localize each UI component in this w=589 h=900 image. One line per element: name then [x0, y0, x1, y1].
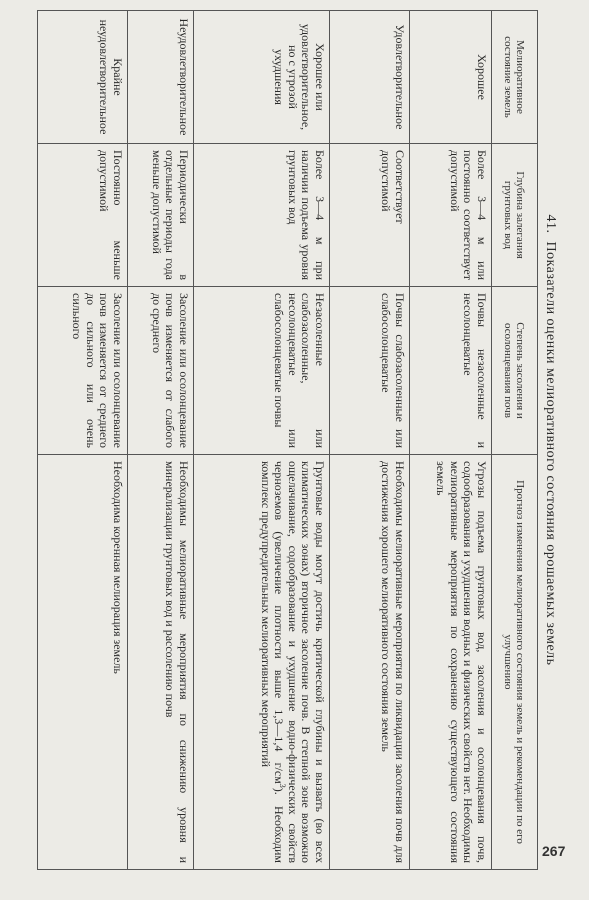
table-row — [38, 11, 128, 870]
cell-depth: Более 3—4 м или постоянно соответствует допустимой — [410, 144, 492, 287]
cell-salinity: Засоление или осолонцевание почв изменяется от слабого до среднего — [128, 287, 194, 455]
cell-forecast-text-end: ). Необходим комплекс предупредительных мелиоративных мероприятий — [259, 461, 287, 863]
cell-depth: Более 3—4 м при наличии подъема уровня грунтовых вод — [194, 144, 330, 287]
header-forecast-recommendations: Прогноз изменения мелиоративного состояния земель и рекомендации по его улучшению — [492, 455, 538, 870]
cell-salinity: Почвы слабозасоленные или слабосолонцеватые — [330, 287, 410, 455]
cell-salinity: Незасоленные или слабозасоленные, несолонцеватые или слабосолонцеватые почвы — [194, 287, 330, 455]
header-salinity-degree: Степень засоления и осолонцевания почв — [492, 287, 538, 455]
cell-depth: Периодически в отдельные периоды года меньше допустимой — [128, 144, 194, 287]
cell-forecast-text: Грунтовые воды могут достичь критической глубины и вызвать (во всех климатических зонах) вторичное засоление почв. В степной зоне возможно ощелачивание, содообразование и ухудшение водно-физических свойств черноземов (увеличение плотности выше 1,3—1,4 г/см — [272, 461, 327, 863]
cell-state: Крайне неудовлетворительное — [38, 11, 128, 144]
cell-forecast: Угрозы подъема грунтовых вод, засоления и осолонцевания почв, содообразования и ухудшения водных и физических свойств нет. Необходимы мелиоративные мероприятия по сохранению существующего состояния земель — [410, 455, 492, 870]
table-row — [410, 11, 492, 870]
table-row — [194, 11, 330, 870]
melioration-assessment-table — [37, 10, 538, 870]
table-header-row — [492, 11, 538, 870]
cell-forecast: Необходимы мелиоративные мероприятия по снижению уровня и минерализации грунтовых вод и рассолению почв — [128, 455, 194, 870]
table-title-text: Показатели оценки мелиоративного состояния орошаемых земель — [543, 241, 558, 666]
cell-forecast: Необходимы мелиоративные мероприятия по ликвидации засоления почв для достижения хорошего мелиоративного состояния земель — [330, 455, 410, 870]
header-groundwater-depth: Глубина залегания грунтовых вод — [492, 144, 538, 287]
table-row — [128, 11, 194, 870]
cell-depth: Соответствует допустимой — [330, 144, 410, 287]
cell-depth: Постоянно меньше допустимой — [38, 144, 128, 287]
cell-forecast — [194, 455, 330, 870]
cell-salinity: Засоление или осолонцевание почв изменяется от среднего до сильного или очень сильного — [38, 287, 128, 455]
rotated-page-content — [17, 0, 562, 880]
table-title — [542, 0, 558, 880]
table-row — [330, 11, 410, 870]
superscript-exponent: 3 — [278, 783, 288, 788]
page-number: 267 — [542, 843, 566, 859]
table-number: 41. — [543, 214, 558, 234]
cell-salinity: Почвы незасоленные и несолонцеватые — [410, 287, 492, 455]
cell-state: Удовлетворительное — [330, 11, 410, 144]
cell-state: Хорошее или удовлетворительное, но с угрозой ухудшения — [194, 11, 330, 144]
cell-state: Хорошее — [410, 11, 492, 144]
cell-forecast: Необходима коренная мелиорация земель — [38, 455, 128, 870]
header-melioration-state: Мелиоративное состояние земель — [492, 11, 538, 144]
cell-state: Неудовлетворительное — [128, 11, 194, 144]
